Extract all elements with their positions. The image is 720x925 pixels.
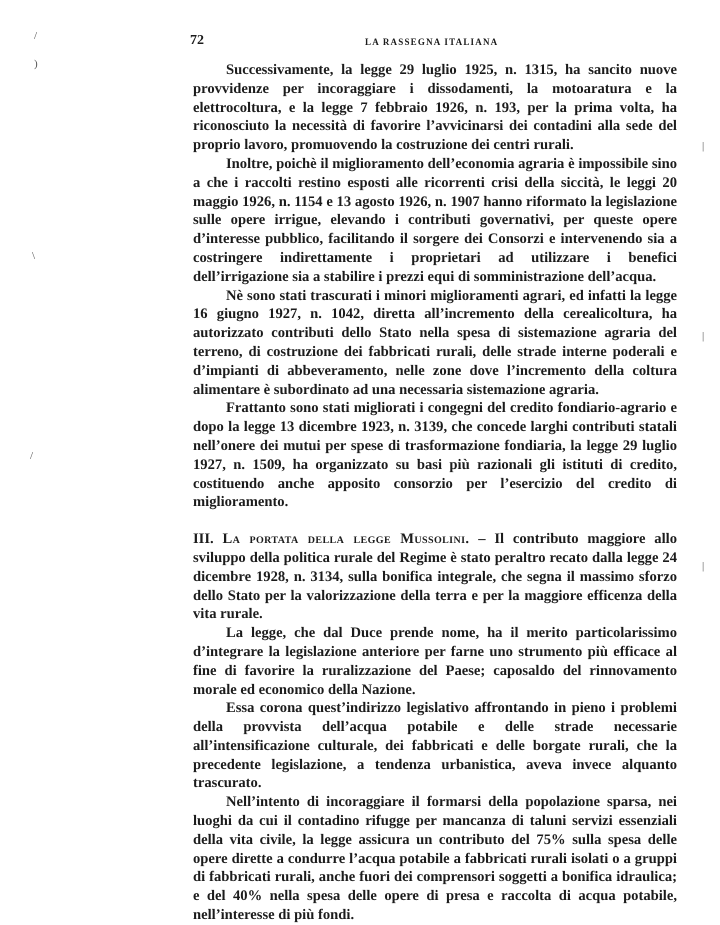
paragraph: Essa corona quest’indirizzo legislativo affrontando in pieno i problemi della provvista dell’acqua potabile e delle strade necessarie all’intensificazione culturale, dei fabbricati e delle borgate rurali, che la precedente legislazione, a tendenza urbanistica, aveva invece alquanto trascurato. [193, 700, 677, 792]
paragraph: Successivamente, la legge 29 luglio 1925, n. 1315, ha sancito nuove provvidenze per incoraggiare i dissodamenti, la motoaratura e la elettrocoltura, e la legge 7 febbraio 1926, n. 193, per la prima volta, ha riconosciuto la necessità di favorire l’avvicinarsi dei contadini alla sede del proprio lavoro, promuovendo la costruzione dei centri rurali. [193, 62, 677, 154]
page-number: 72 [190, 33, 204, 48]
scan-mark: \ [32, 250, 36, 262]
section-intro-text: – Il contributo maggiore allo sviluppo della politica rurale del Regime è stato peraltro recato dalla legge 24 dicembre 1928, n. 3134, sulla bonifica integrale, che segna il massimo sforzo dello Stato per la valorizzazione della terra e per la maggiore efficenza della vita rurale. [193, 531, 677, 623]
page-header [0, 0, 720, 60]
paragraph: Inoltre, poichè il miglioramento dell’economia agraria è impossibile sino a che i raccolti restino esposti alle ricorrenti crisi della siccità, le leggi 20 maggio 1926, n. 1154 e 13 agosto 1926, n. 1907 hanno riformato la legislazione sulle opere irrigue, elevando i contributi governativi, per queste opere d’interesse pubblico, facilitando il sorgere dei Consorzi e intervenendo sia a costringere indirettamente i proprietari ad utilizzare i benefici dell’irrigazione sia a stabilire i prezzi equi di somministrazione dell’acqua. [193, 155, 677, 285]
running-title: LA RASSEGNA ITALIANA [365, 37, 499, 47]
scan-mark: | [702, 140, 705, 152]
paragraph: Frattanto sono stati migliorati i congegni del credito fondiario-agrario e dopo la legge 13 dicembre 1923, n. 3139, che concede larghi contributi statali nell’onere dei mutui per spese di trasformazione fondiaria, la legge 29 luglio 1927, n. 1509, ha organizzato su basi più razionali gli istituti di credito, costituendo anche apposito consorzio per l’esercizio del credito di miglioramento. [193, 400, 677, 511]
scan-mark: | [702, 560, 705, 572]
scan-mark: ) [34, 58, 38, 70]
scan-mark: | [702, 330, 705, 342]
section-heading: La portata della legge Mussolini. [222, 531, 470, 548]
paragraph: Nell’intento di incoraggiare il formarsi della popolazione sparsa, nei luoghi da cui il contadino rifugge per mancanza di taluni servizi essenziali della vita civile, la legge assicura un contributo del 75% sulla spesa delle opere dirette a condurre l’acqua potabile a fabbricati rurali isolati o a gruppi di fabbricati rurali, anche fuori dei comprensori soggetti a bonifica idraulica; e del 40% nella spesa delle opere di presa e raccolta di acqua potabile, nell’interesse di più fondi. [193, 794, 677, 924]
section-paragraph [193, 530, 677, 624]
paragraph: La legge, che dal Duce prende nome, ha il merito particolarissimo d’integrare la legislazione anteriore per farne uno strumento più efficace al fine di favorire la ruralizzazione del Paese; caposaldo del rinnovamento morale ed economico della Nazione. [193, 625, 677, 698]
body-text [193, 61, 677, 925]
scan-mark: / [30, 450, 34, 462]
scan-mark: / [34, 30, 38, 42]
section-number: III. [193, 531, 214, 548]
paragraph: Nè sono stati trascurati i minori miglioramenti agrari, ed infatti la legge 16 giugno 1927, n. 1042, diretta all’incremento della cerealicoltura, ha autorizzato contributi dello Stato nella spesa di sistemazione agraria del terreno, di costruzione dei fabbricati rurali, delle strade interne poderali e d’impianti di abbeveramento, nelle zone dove l’incremento della coltura alimentare è subordinato ad una necessaria sistemazione agraria. [193, 287, 677, 398]
